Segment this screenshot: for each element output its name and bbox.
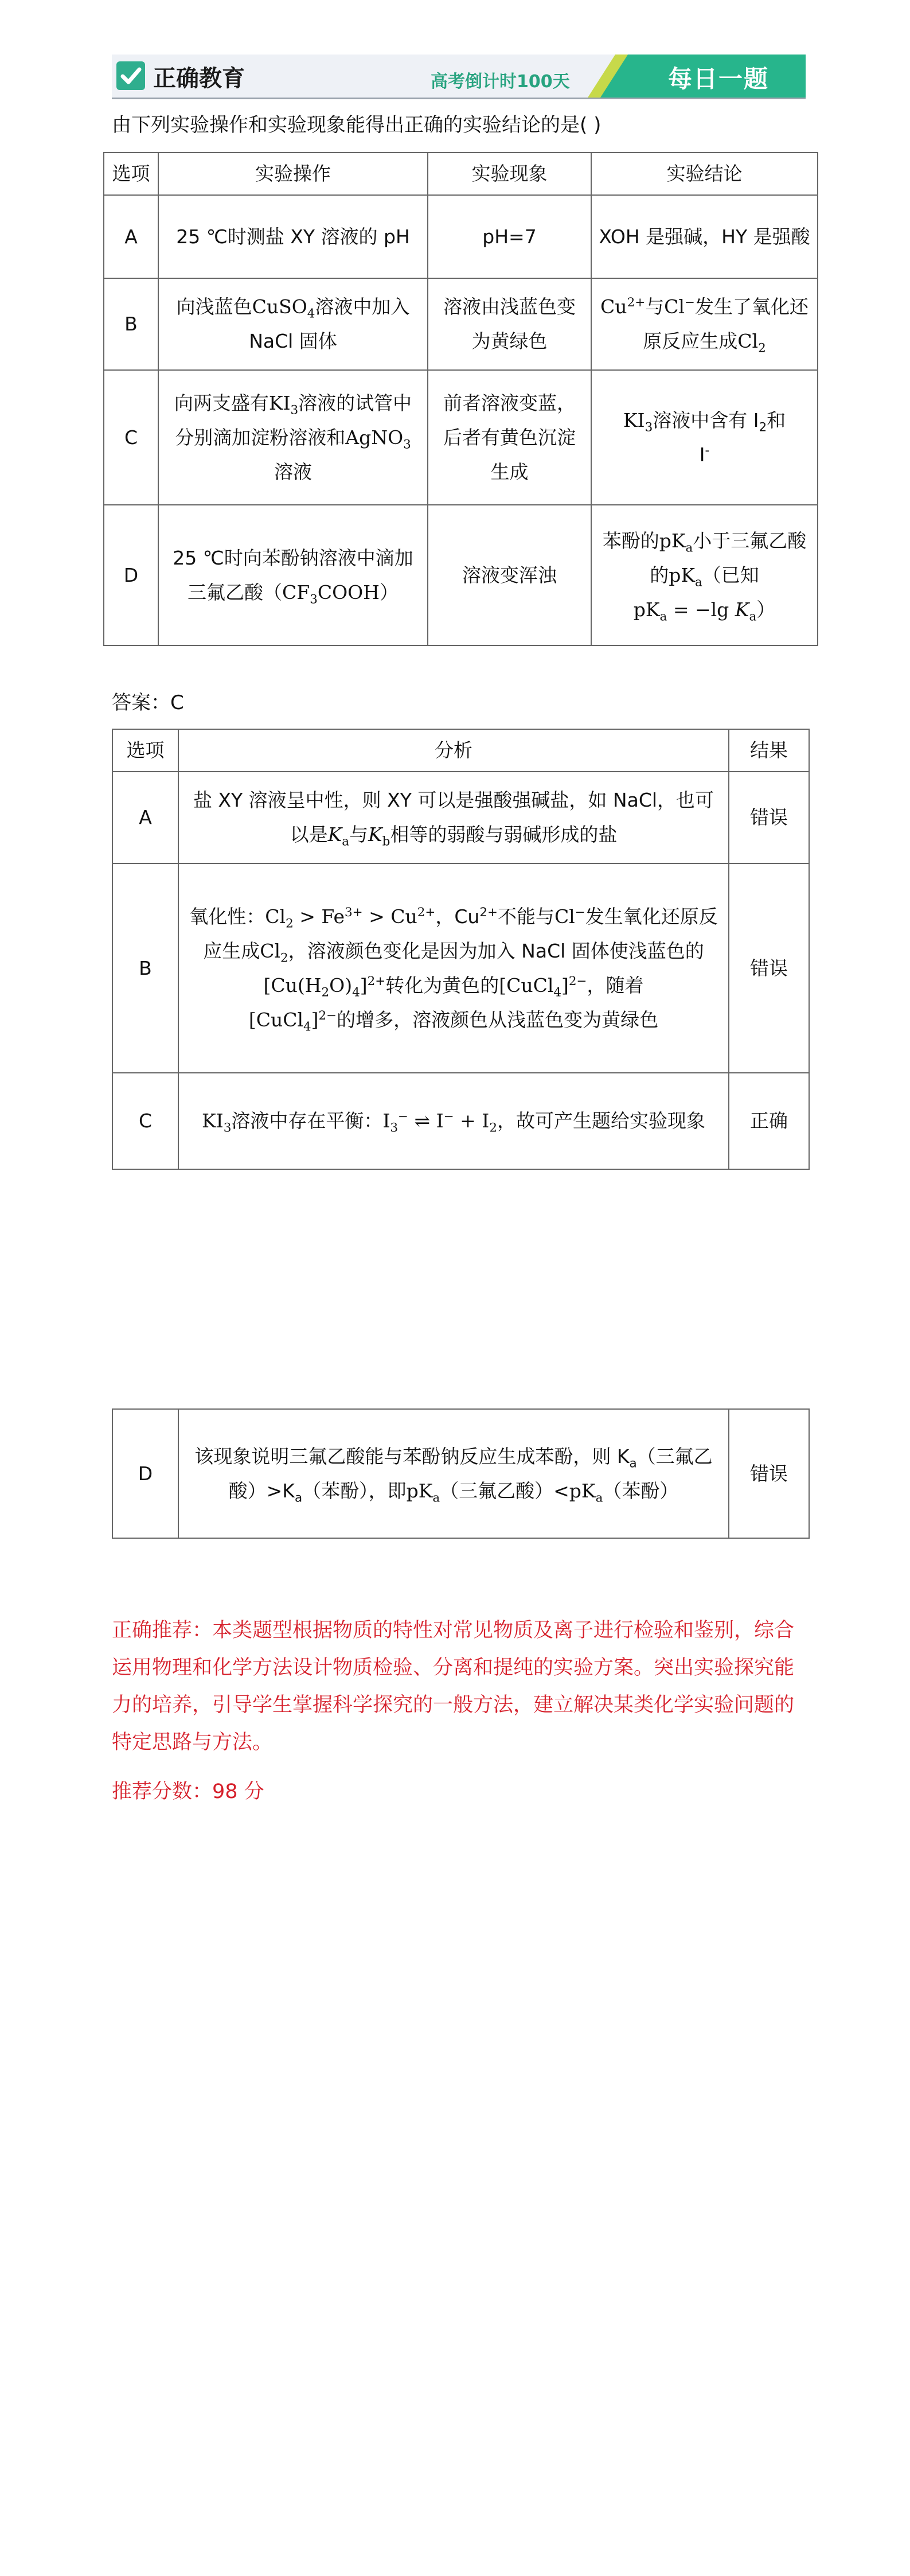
recommendation-text: 正确推荐：本类题型根据物质的特性对常见物质及离子进行检验和鉴别，综合运用物理和化学方法设计物质检验、分离和提纯的实验方案。突出实验探究能力的培养，引导学生掌握科学探究的一般方法，建立解决某类化学实验问题的特定思路与方法。 xyxy=(112,1619,795,1754)
phenomenon-cell: 溶液由浅蓝色变为黄绿色 xyxy=(428,278,591,370)
analysis-cell: 该现象说明三氟乙酸能与苯酚钠反应生成苯酚，则 $K_a$（三氟乙酸）$>K_a$（苯酚），即$pK_a$（三氟乙酸）$<pK_a$（苯酚） xyxy=(178,1409,729,1538)
banner-title: 每日一题 xyxy=(668,65,770,93)
option-cell: A xyxy=(112,772,178,863)
col-header: 实验现象 xyxy=(428,153,591,195)
analysis-table xyxy=(112,729,810,1170)
option-cell: B xyxy=(112,863,178,1073)
table-header-row xyxy=(104,153,818,195)
option-cell: C xyxy=(112,1073,178,1169)
operation-cell: 25 ℃时向苯酚钠溶液中滴加三氟乙酸$(CF_3COOH)$ xyxy=(158,505,428,645)
header-divider xyxy=(112,98,806,99)
option-cell: D xyxy=(104,505,158,645)
table-row xyxy=(112,863,809,1073)
option-cell: D xyxy=(112,1409,178,1538)
result-cell: 错误 xyxy=(729,772,809,863)
phenomenon-cell: 溶液变浑浊 xyxy=(428,505,591,645)
analysis-cell: 盐 XY 溶液呈中性，则 XY 可以是强酸强碱盐，如 NaCl，也可以是$K_a$与$K_b$相等的弱酸与弱碱形成的盐 xyxy=(178,772,729,863)
table-row xyxy=(104,278,818,370)
countdown-text: 高考倒计时100天 xyxy=(431,72,570,92)
experiment-table xyxy=(103,152,818,646)
col-header: 结果 xyxy=(729,729,809,772)
operation-cell: 向浅蓝色CuSO$_4$溶液中加入 NaCl 固体 xyxy=(158,278,428,370)
table-header-row xyxy=(112,729,809,772)
col-header: 分析 xyxy=(178,729,729,772)
col-header: 选项 xyxy=(104,153,158,195)
table-row xyxy=(104,195,818,278)
question-text: 由下列实验操作和实验现象能得出正确的实验结论的是( ) xyxy=(112,114,602,137)
answer-text: 答案：C xyxy=(112,691,184,714)
operation-cell: 25 ℃时测盐 XY 溶液的 pH xyxy=(158,195,428,278)
analysis-cell: $KI_3$溶液中存在平衡：$I_3^-$ ⇌ $I^- + I_2$，故可产生题给实验现象 xyxy=(178,1073,729,1169)
result-cell: 正确 xyxy=(729,1073,809,1169)
option-cell: A xyxy=(104,195,158,278)
result-cell: 错误 xyxy=(729,863,809,1073)
conclusion-cell: $Cu^{2+}$与Cl−发生了氧化还原反应生成$Cl_2$ xyxy=(591,278,818,370)
result-cell: 错误 xyxy=(729,1409,809,1538)
analysis-table-continued xyxy=(112,1408,810,1539)
operation-cell: 向两支盛有$KI_3$溶液的试管中分别滴加淀粉溶液和AgNO$_3$溶液 xyxy=(158,370,428,505)
conclusion-cell: $KI_3$溶液中含有 $I_2$和 I- xyxy=(591,370,818,505)
header-bar xyxy=(112,55,806,98)
phenomenon-cell: 前者溶液变蓝，后者有黄色沉淀生成 xyxy=(428,370,591,505)
conclusion-cell: 苯酚的$pK_a$小于三氟乙酸的$pK_a$（已知 $pK_a = -\lg$ $K_a$） xyxy=(591,505,818,645)
option-cell: B xyxy=(104,278,158,370)
table-row xyxy=(104,505,818,645)
phenomenon-cell: pH=7 xyxy=(428,195,591,278)
brand-title: 正确教育 xyxy=(153,65,245,92)
recommend-score: 推荐分数：98 分 xyxy=(112,1780,264,1803)
option-cell: C xyxy=(104,370,158,505)
table-row xyxy=(104,370,818,505)
table-row xyxy=(112,1073,809,1169)
col-header: 选项 xyxy=(112,729,178,772)
col-header: 实验结论 xyxy=(591,153,818,195)
col-header: 实验操作 xyxy=(158,153,428,195)
check-icon xyxy=(116,61,145,90)
conclusion-cell: XOH 是强碱，HY 是强酸 xyxy=(591,195,818,278)
table-row xyxy=(112,1409,809,1538)
analysis-cell: 氧化性：$Cl_2 > Fe^{3+} > Cu^{2+}$，$Cu^{2+}$不能与Cl−发生氧化还原反应生成$Cl_2$，溶液颜色变化是因为加入 NaCl 固体使浅蓝色的$[Cu(H_2O)_4]^{2+}$转化为黄色的[CuCl$_4$]$^{2-}$，随着 [CuCl$_4$]$^{2-}$的增多，溶液颜色从浅蓝色变为黄绿色 xyxy=(178,863,729,1073)
table-row xyxy=(112,772,809,863)
